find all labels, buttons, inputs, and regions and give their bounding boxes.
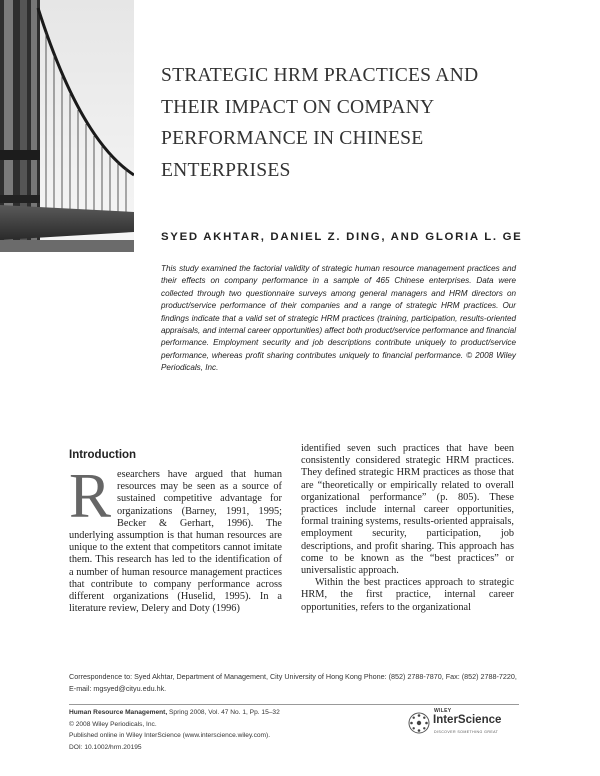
journal-citation bbox=[69, 707, 389, 719]
copyright-line: © 2008 Wiley Periodicals, Inc. bbox=[69, 720, 157, 728]
intro-paragraph-1 bbox=[69, 461, 282, 615]
article-title: STRATEGIC HRM PRACTICES AND THEIR IMPACT ON COMPANY PERFORMANCE IN CHINESE ENTERPRISES bbox=[161, 65, 479, 181]
body-column-right bbox=[301, 443, 514, 614]
bridge-photo bbox=[0, 0, 134, 252]
doi-line: DOI: 10.1002/hrm.20195 bbox=[69, 743, 142, 751]
journal-name: Human Resource Management, bbox=[69, 709, 168, 716]
interscience-globe-icon bbox=[408, 712, 430, 734]
body-column-left bbox=[69, 461, 282, 615]
intro-paragraph-2: Within the best practices approach to strategic HRM, the first practice, internal career opportunities, refers to the organizational bbox=[301, 577, 514, 613]
logo-publisher: WILEY bbox=[434, 708, 452, 714]
correspondence-note: Correspondence to: Syed Akhtar, Department of Management, City University of Hong Kong Phone: (852) 2788-7870, Fax: (852) 2788-7220, E-mail: mgsyed@cityu.edu.hk. bbox=[69, 672, 517, 693]
wiley-interscience-logo bbox=[408, 707, 518, 741]
drop-cap: R bbox=[69, 461, 112, 531]
author-list: SYED AKHTAR, DANIEL Z. DING, AND GLORIA L. GE bbox=[161, 231, 523, 243]
logo-name: InterScience bbox=[433, 714, 502, 726]
abstract: This study examined the factorial validity of strategic human resource management practices and their effects on company performance in a sample of 465 Chinese enterprises. Data were collected through two questionnaire surveys among general managers and HRM directors on product/service performance of their companies and a range of strategic HRM practices. Our findings indicate that a valid set of strategic HRM practices (training, participation, results-oriented appraisals, and internal career opportunities) affect both product/service performance and financial performance. Employment security and job descriptions contribute uniquely to product/service performance, whereas profit sharing contributes uniquely to financial performance. © 2008 Wiley Periodicals, Inc. bbox=[161, 264, 516, 373]
published-online-line: Published online in Wiley InterScience (www.interscience.wiley.com). bbox=[69, 732, 271, 740]
logo-tagline: DISCOVER SOMETHING GREAT bbox=[434, 730, 499, 734]
footer-divider bbox=[69, 704, 519, 705]
intro-paragraph-1-text: esearchers have argued that human resources may be seen as a source of sustained competitive advantage for organizations (Barney, 1991, 1995; Becker & Gerhart, 1996). The underlying assumption is that human resources are unique to the extent that competitors cannot imitate them. This research has led to the identification of a number of human resource management practices that contribute to company performance across different organizations (Huselid, 1995). In a literature review, Delery and Doty (1996) bbox=[69, 469, 282, 615]
bridge-image bbox=[0, 0, 134, 252]
introduction-heading: Introduction bbox=[69, 449, 137, 461]
publication-footer bbox=[69, 707, 389, 753]
intro-paragraph-continued: identified seven such practices that have been consistently considered strategic HRM practices. They defined strategic HRM practices as those that are “theoretically or empirically related to overall organizational performance” (p. 805). These practices include internal career opportunities, formal training systems, results-oriented appraisals, employment security, participation, job descriptions, and profit sharing. This approach has come to be known as the “best practices” or universalistic approach. bbox=[301, 443, 514, 577]
journal-issue: Spring 2008, Vol. 47 No. 1, Pp. 15–32 bbox=[167, 709, 280, 716]
